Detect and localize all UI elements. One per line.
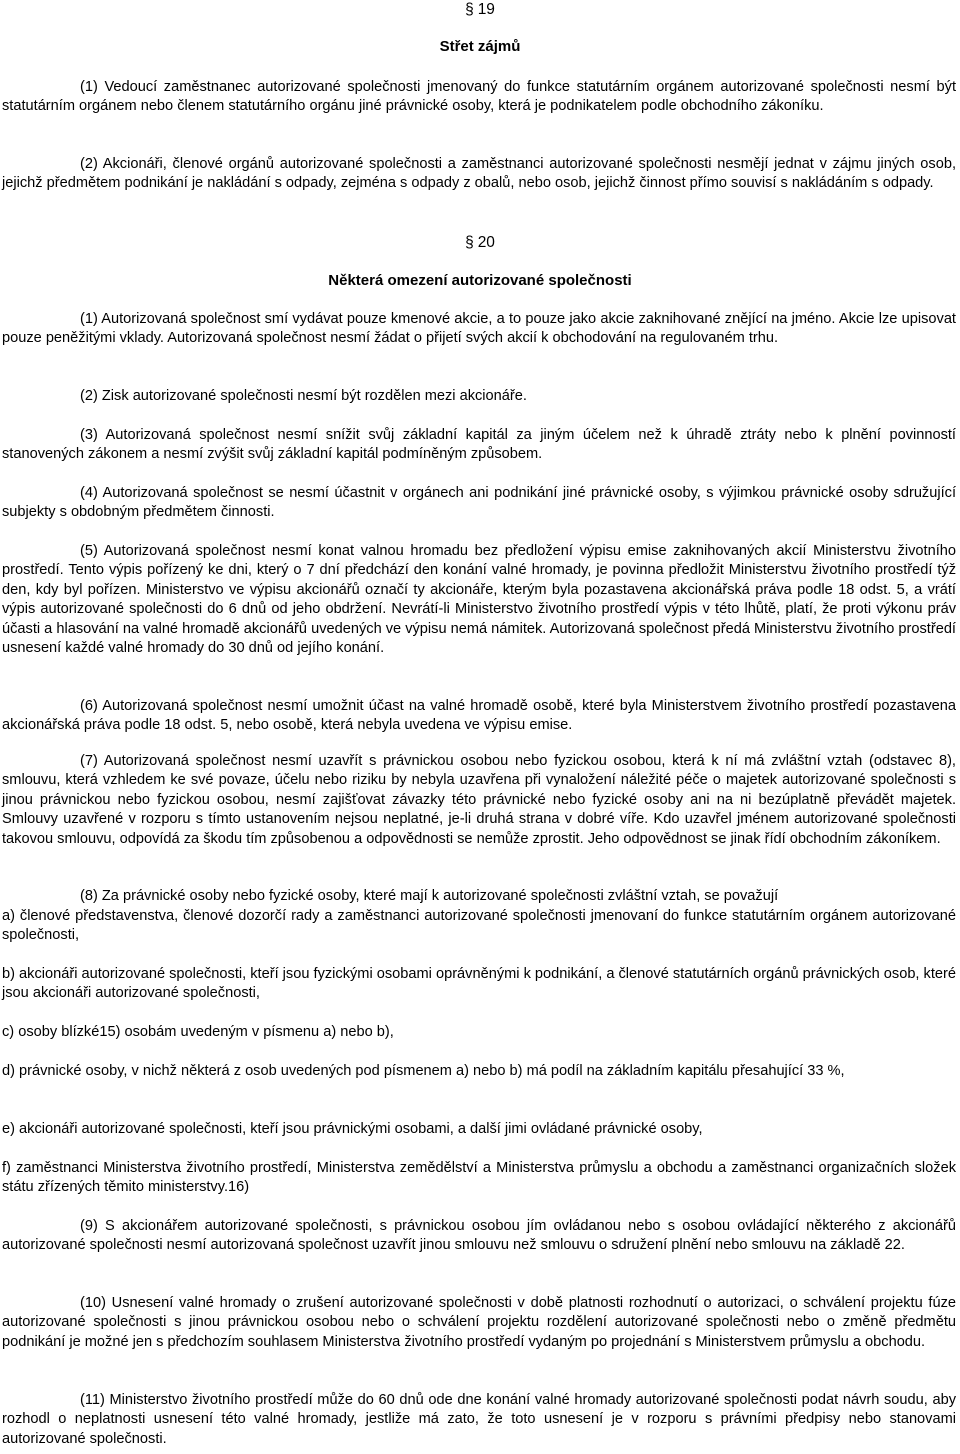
section-20-paragraph-10: (10) Usnesení valné hromady o zrušení autorizované společnosti v době platnosti rozhodnutí o autorizaci, o schválení projektu fúze autorizované společnosti s jinou právnickou osobou nebo o schválení projektu rozdělení autorizované společnosti nebo o změně předmětu podnikání je možné jen s předchozím souhlasem Ministerstva životního prostředí vydaným po projednání s Ministerstvem průmyslu a obchodu. <box>2 1295 956 1350</box>
section-20-number <box>0 233 960 253</box>
section-20-paragraph-9: (9) S akcionářem autorizované společnosti, s právnickou osobou jím ovládanou nebo s osobou ovládající některého z akcionářů autorizované společnosti nesmí autorizovaná společnost uzavřít jinou smlouvu než smlouvu o sdružení plnění nebo smlouvu na základě 22. <box>2 1218 956 1254</box>
list-item-f: f) zaměstnanci Ministerstva životního prostředí, Ministerstva zemědělství a Ministerstva průmyslu a obchodu a zaměstnanci organizačních složek státu zřízených těmito ministerstvy.16) <box>2 1160 956 1196</box>
section-19-paragraph-2: (2) Akcionáři, členové orgánů autorizované společnosti a zaměstnanci autorizované společnosti nesmějí jednat v zájmu jiných osob, jejichž předmětem podnikání je nakládání s odpady, zejména s odpady z obalů, nebo osob, jejichž činnost přímo souvisí s nakládáním s odpady. <box>2 156 956 192</box>
section-20-paragraph-1: (1) Autorizovaná společnost smí vydávat pouze kmenové akcie, a to pouze jako akcie zaknihované znějící na jméno. Akcie lze upisovat pouze peněžitými vklady. Autorizovaná společnost nesmí žádat o přijetí svých akcií k obchodování na regulovaném trhu. <box>2 311 956 347</box>
list-item-d: d) právnické osoby, v nichž některá z osob uvedených pod písmenem a) nebo b) má podíl na základním kapitálu přesahující 33 %, <box>2 1063 845 1079</box>
list-item-b: b) akcionáři autorizované společnosti, kteří jsou fyzickými osobami oprávněnými k podnikání, a členové statutárních orgánů právnických osob, které jsou akcionáři autorizované společnosti, <box>2 966 956 1002</box>
section-number-value: 20 <box>477 234 495 251</box>
section-19-number <box>0 0 960 20</box>
section-19-title: Střet zájmů <box>439 38 521 55</box>
section-20-title: Některá omezení autorizované společnosti <box>328 272 632 289</box>
section-number-value: 19 <box>477 1 495 18</box>
section-sign: § <box>465 1 474 18</box>
section-20-paragraph-11: (11) Ministerstvo životního prostředí může do 60 dnů ode dne konání valné hromady autorizované společnosti podat návrh soudu, aby rozhodl o neplatnosti usnesení této valné hromady, jestliže má zato, že toto usnesení je v rozporu s právními předpisy nebo stanovami autorizované společnosti. <box>2 1392 956 1447</box>
section-20-paragraph-5: (5) Autorizovaná společnost nesmí konat valnou hromadu bez předložení výpisu emise zaknihovaných akcií Ministerstvu životního prostředí. Tento výpis pořízený ke dni, který o 7 dní předchází den konání valné hromady, je povinna předložit Ministerstvu životního prostředí týž den, kdy byl pořízen. Ministerstvo ve výpisu akcionářů označí ty akcionáře, kterým byla pozastavena akcionářská práva podle 18 odst. 5, a vrátí výpis autorizované společnosti do 6 dnů od jeho obdržení. Nevrátí-li Ministerstvo životního prostředí výpis v této lhůtě, platí, že proti výkonu práv účasti a hlasování na valné hromadě akcionářů uvedených ve výpisu nemá námitek. Autorizovaná společnost předá Ministerstvu životního prostředí usnesení každé valné hromady do 30 dnů od jejího konání. <box>2 543 956 657</box>
section-20-paragraph-8: (8) Za právnické osoby nebo fyzické osoby, které mají k autorizované společnosti zvláštní vztah, se považují <box>80 888 779 904</box>
section-20-paragraph-6: (6) Autorizovaná společnost nesmí umožnit účast na valné hromadě osobě, které byla Ministerstvem životního prostředí pozastavena akcionářská práva podle 18 odst. 5, nebo osobě, která nebyla uvedena ve výpisu emise. <box>2 698 956 734</box>
section-sign: § <box>465 234 474 251</box>
list-item-c: c) osoby blízké15) osobám uvedeným v písmenu a) nebo b), <box>2 1024 394 1040</box>
section-20-paragraph-7: (7) Autorizovaná společnost nesmí uzavřít s právnickou osobou nebo fyzickou osobou, která k ní má zvláštní vztah (odstavec 8), smlouvu, která vzhledem ke své povaze, účelu nebo riziku by nebyla uzavřena při vynaložení náležité péče o majetek autorizované společnosti s jinou právnickou nebo fyzickou osobou, nesmí zajišťovat závazky této právnické nebo fyzické osoby ani na ni bezúplatně převádět majetek. Smlouvy uzavřené v rozporu s tímto ustanovením nejsou neplatné, je-li druhá strana v dobré víře. Kdo uzavřel jménem autorizované společnosti takovou smlouvu, odpovídá za škodu tím způsobenou a odpovědnosti se nemůže zprostit. Jeho odpovědnost se jinak řídí obchodním zákoníkem. <box>2 753 956 847</box>
section-20-paragraph-3: (3) Autorizovaná společnost nesmí snížit svůj základní kapitál za jiným účelem než k úhradě ztráty nebo k plnění povinností stanovených zákonem a nesmí zvýšit svůj základní kapitál podmíněným způsobem. <box>2 427 956 463</box>
section-20-paragraph-4: (4) Autorizovaná společnost se nesmí účastnit v orgánech ani podnikání jiné právnické osoby, s výjimkou právnické osoby sdružující subjekty s obdobným předmětem činnosti. <box>2 485 956 521</box>
section-19-paragraph-1: (1) Vedoucí zaměstnanec autorizované společnosti jmenovaný do funkce statutárním orgánem autorizované společnosti nesmí být statutárním orgánem nebo členem statutárního orgánu jiné právnické osoby, která je podnikatelem podle obchodního zákoníku. <box>2 79 956 115</box>
list-item-e: e) akcionáři autorizované společnosti, kteří jsou právnickými osobami, a další jimi ovládané právnické osoby, <box>2 1121 703 1137</box>
section-20-paragraph-2: (2) Zisk autorizované společnosti nesmí být rozdělen mezi akcionáře. <box>80 388 527 404</box>
list-item-a: a) členové představenstva, členové dozorčí rady a zaměstnanci autorizované společnosti jmenovaní do funkce statutárním orgánem autorizované společnosti, <box>2 908 956 944</box>
